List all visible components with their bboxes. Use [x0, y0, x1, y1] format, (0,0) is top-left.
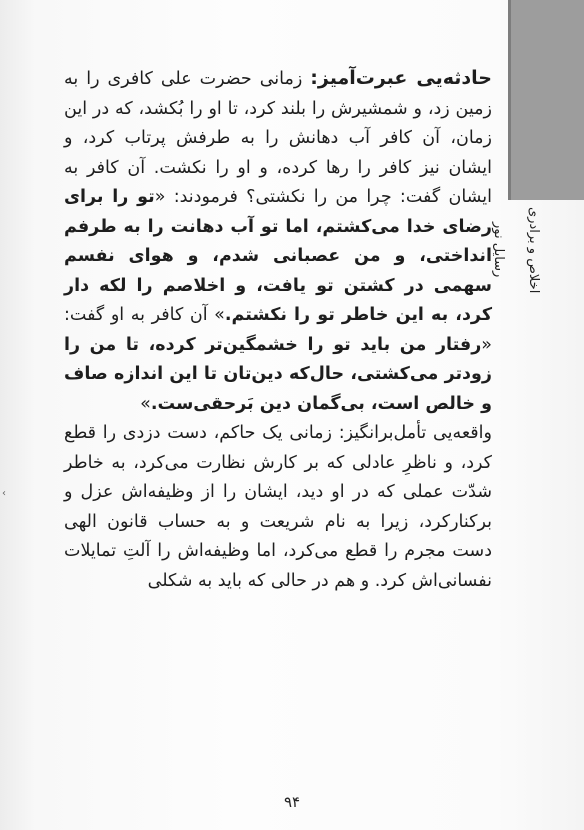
bold-quote: رفتار من باید تو را خشمگین‌تر کرده، تا من را زودتر می‌کشتی، حال‌که دین‌تان تا این اندازه صاف و خالص است، بی‌گمان دین بَرحقی‌ست.: [64, 334, 492, 414]
running-head-book-title: رسایل نور: [491, 222, 506, 278]
paragraph-story-ali: [64, 64, 492, 419]
paragraph-heading: حادثه‌یی عبرت‌آمیز:: [310, 67, 492, 89]
page-number: ۹۴: [283, 793, 301, 811]
paragraph-text: »: [140, 393, 151, 414]
page-content: [64, 64, 492, 596]
running-head-section-title: اخلاص و برادری: [526, 206, 541, 294]
binding-mark: ‹: [2, 488, 6, 499]
paragraph-text: زمانی حضرت علی کافری را به زمین زد، و شمشیرش را بلند کرد، تا او را بُکشد، که در این زمان، آن کافر آب دهانش را به طرفش پرتاب کرد، و ایشان نیز کافر را رها کرده، و او را نکشت. آن کافر به ایشان گفت: چرا من را نکشتی؟ فرمودند: «: [64, 69, 493, 207]
bold-quote: تو را برای رضای خدا می‌کشتم، اما تو آب دهانت را به طرفم انداختی، و من عصبانی شدم، و هوای نفسم سهمی در کشتن تو یافت، و اخلاصم را لکه دار کرد، به این خاطر تو را نکشتم.: [64, 187, 492, 325]
running-head: [491, 150, 541, 350]
paragraph-story-governor: [64, 419, 492, 596]
paragraph-text: » آن کافر به او گفت: «: [64, 305, 492, 355]
paragraph-text: واقعه‌یی تأمل‌برانگیز: زمانی یک حاکم، دست دزدی را قطع کرد، و ناظرِ عادلی که بر کارش نظارت می‌کرد، به خاطر شدّت عملی که در او دید، ایشان را از وظیفه‌اش عزل و برکنارکرد، زیرا به نام شریعت و به حساب قانون الهی دست مجرم را قطع می‌کرد، اما وظیفه‌اش را آلتِ تمایلات نفسانی‌اش کرد. و هم در حالی که باید به شکلی: [64, 423, 492, 591]
